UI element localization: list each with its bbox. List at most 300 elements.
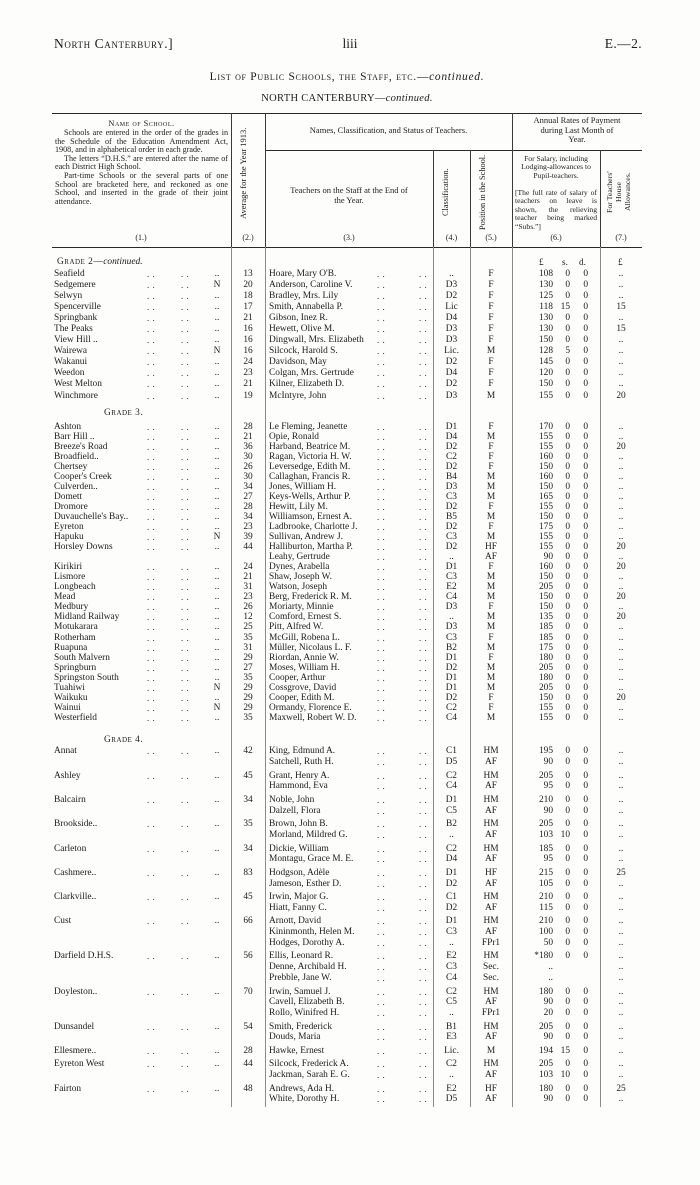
house-allowance-cell: .. — [618, 843, 624, 854]
position-cell: F — [488, 268, 494, 279]
teacher-name: . . Hoare, Mary O'B. — [269, 269, 339, 279]
classification-cell: C5 — [446, 805, 457, 816]
table-row — [0, 592, 700, 602]
salary-pence-cell: 0 — [583, 511, 588, 522]
teacher-name-cell — [269, 997, 433, 1008]
house-allowance-cell: .. — [618, 312, 624, 323]
salary-shillings-cell: 0 — [565, 770, 570, 781]
average-attendance-cell — [231, 962, 265, 973]
average-attendance-cell: 26 — [243, 602, 253, 613]
position-cell: M — [486, 712, 496, 723]
teacher-name-cell — [269, 830, 433, 841]
teacher-name: . . Pitt, Alfred W. — [269, 622, 326, 632]
classification-cell: Lic. — [444, 346, 459, 357]
teacher-name: . . Kilner, Elizabeth D. — [269, 379, 347, 389]
teacher-name-cell — [269, 492, 433, 502]
school-name: . . West Melton — [54, 379, 105, 389]
table-row — [0, 390, 700, 401]
attendance-marker-cell: .. — [214, 542, 220, 553]
table-row — [0, 462, 700, 472]
salary-pence-cell: 0 — [583, 390, 588, 401]
average-attendance-cell: 35 — [243, 672, 253, 683]
section-title-main: NORTH CANTERBURY— — [261, 93, 386, 104]
attendance-marker-cell: .. — [214, 652, 220, 663]
classification-cell: D1 — [445, 421, 458, 432]
column-rule — [512, 113, 513, 247]
attendance-marker-cell — [207, 1032, 227, 1043]
school-name-cell — [54, 819, 210, 830]
house-allowance-cell: .. — [618, 819, 624, 830]
teacher-name-cell — [269, 522, 433, 532]
average-attendance-cell: 18 — [243, 290, 253, 301]
average-attendance-cell: 28 — [243, 421, 253, 432]
salary-shillings-cell: 0 — [565, 562, 570, 573]
table-row — [0, 962, 700, 973]
salary-shillings-cell: 0 — [565, 843, 570, 854]
salary-shillings-cell: 0 — [565, 702, 570, 713]
house-allowance-cell: 20 — [616, 562, 626, 573]
salary-pence-cell: 0 — [583, 368, 588, 379]
school-name-cell — [54, 843, 210, 854]
salary-shillings-cell: 0 — [565, 532, 570, 543]
teacher-name: . . Ragan, Victoria H. W. — [269, 452, 355, 462]
teacher-name-cell — [269, 562, 433, 572]
school-name-cell — [54, 693, 210, 703]
school-name-cell — [54, 878, 210, 889]
salary-shillings-cell: 10 — [560, 830, 570, 841]
salary-pounds-cell: *180 — [534, 951, 553, 962]
salary-shillings-cell: 0 — [565, 682, 570, 693]
school-name-cell — [54, 312, 210, 323]
salary-pence-cell: 0 — [583, 867, 588, 878]
salary-pence-cell: 0 — [583, 937, 588, 948]
school-name-cell — [54, 532, 210, 542]
classification-cell: .. — [449, 1008, 454, 1019]
attendance-marker-cell: .. — [214, 692, 220, 703]
teacher-name: . . Cooper, Edith M. — [269, 693, 337, 703]
school-name: . . Seafield — [54, 269, 88, 279]
salary-pence-cell: 0 — [583, 301, 588, 312]
teacher-name: . . Dalzell, Flora — [269, 806, 324, 816]
house-allowance-cell: .. — [618, 757, 624, 768]
table-row — [0, 572, 700, 582]
attendance-marker-cell: .. — [214, 622, 220, 633]
teacher-name: . . Anderson, Caroline V. — [269, 280, 356, 290]
salary-pounds-cell: 20 — [543, 1008, 553, 1019]
attendance-marker-cell: .. — [214, 521, 220, 532]
salary-pounds-cell: 194 — [538, 1045, 553, 1056]
school-name-cell — [54, 770, 210, 781]
salary-pounds-cell: 128 — [538, 346, 553, 357]
salary-pounds-cell: 180 — [538, 672, 553, 683]
average-attendance-cell — [231, 1032, 265, 1043]
teacher-name-cell — [269, 346, 433, 357]
salary-pounds-cell: 175 — [538, 521, 553, 532]
school-name: . . Horsley Downs — [54, 542, 116, 552]
house-allowance-cell: .. — [618, 1032, 624, 1043]
school-name-cell — [54, 997, 210, 1008]
table-row — [0, 973, 700, 984]
classification-cell: B4 — [446, 471, 457, 482]
salary-pounds-cell: 150 — [538, 592, 553, 603]
teacher-name: . . Dynes, Arabella — [269, 562, 332, 572]
classification-cell: Lic. — [444, 1045, 459, 1056]
position-cell: F — [488, 368, 494, 379]
teacher-name: . . McGill, Robena L. — [269, 633, 343, 643]
house-allowance-cell: .. — [618, 830, 624, 841]
teacher-name-cell — [269, 532, 433, 542]
salary-pounds-cell: 118 — [539, 301, 553, 312]
position-cell: F — [488, 521, 494, 532]
average-attendance-cell: 16 — [243, 324, 253, 335]
table-row — [0, 622, 700, 632]
salary-shillings-cell: 0 — [565, 902, 570, 913]
salary-pence-cell: 0 — [583, 542, 588, 553]
teacher-name-cell — [269, 643, 433, 653]
table-row — [0, 693, 700, 703]
salary-pence-cell: 0 — [583, 1032, 588, 1043]
table-row — [0, 532, 700, 542]
average-attendance-cell: 30 — [243, 471, 253, 482]
teacher-name: . . Silcock, Harold S. — [269, 346, 341, 356]
school-name-cell — [54, 951, 210, 962]
salary-pounds-cell: 150 — [538, 481, 553, 492]
teacher-name-cell — [269, 867, 433, 878]
house-allowance-cell: 20 — [616, 612, 626, 623]
table-row — [0, 335, 700, 346]
attendance-marker-cell: .. — [214, 562, 220, 573]
teacher-name: . . Hewitt, Lily M. — [269, 502, 331, 512]
teacher-name-cell — [269, 805, 433, 816]
salary-pence-cell: 0 — [583, 892, 588, 903]
salary-shillings-cell: 0 — [565, 572, 570, 583]
classification-cell: D1 — [445, 652, 458, 663]
salary-pounds-cell: 155 — [538, 542, 553, 553]
school-name-cell — [54, 582, 210, 592]
average-attendance-cell: 35 — [243, 819, 253, 830]
average-attendance-cell: 24 — [243, 357, 253, 368]
salary-pence-cell: 0 — [583, 652, 588, 663]
salary-pence-cell: 0 — [583, 552, 588, 563]
position-cell: F — [488, 562, 494, 573]
school-name-cell — [54, 1070, 210, 1081]
teacher-name: . . Cooper, Arthur — [269, 673, 328, 683]
column-header-classification: Classification. — [441, 168, 450, 216]
house-allowance-cell: 25 — [616, 1083, 626, 1094]
school-name: . . Clarkville.. — [54, 892, 99, 902]
school-name: . . Motukarara — [54, 622, 101, 632]
table-row — [0, 795, 700, 806]
classification-cell: C2 — [446, 1059, 457, 1070]
column-group-teachers: Names, Classification, and Status of Teachers. — [309, 125, 468, 135]
house-allowance-cell: 20 — [616, 390, 626, 401]
house-allowance-cell: .. — [618, 451, 624, 462]
attendance-marker-cell — [207, 997, 227, 1008]
school-name-cell — [54, 962, 210, 973]
salary-pence-cell: 0 — [583, 854, 588, 865]
position-cell: HM — [483, 951, 499, 962]
salary-shillings-cell: 0 — [565, 819, 570, 830]
position-cell: M — [486, 511, 496, 522]
attendance-marker-cell: .. — [214, 632, 220, 643]
attendance-marker-cell: .. — [214, 461, 220, 472]
house-allowance-cell: .. — [618, 421, 624, 432]
school-name-cell — [54, 432, 210, 442]
classification-cell: D2 — [445, 692, 458, 703]
school-name-cell — [54, 602, 210, 612]
table-row — [0, 492, 700, 502]
salary-pence-cell: 0 — [583, 632, 588, 643]
house-allowance-cell: .. — [618, 770, 624, 781]
salary-shillings-cell: 0 — [565, 867, 570, 878]
salary-pounds-cell: 155 — [538, 702, 553, 713]
house-allowance-cell: .. — [618, 962, 624, 973]
position-cell: HM — [483, 770, 499, 781]
salary-shillings-cell: 0 — [565, 746, 570, 757]
header-mid-rule — [265, 150, 642, 151]
table-row — [0, 279, 700, 290]
average-attendance-cell: 21 — [243, 572, 253, 583]
house-allowance-cell: .. — [618, 1008, 624, 1019]
house-allowance-cell: .. — [618, 521, 624, 532]
school-note: Schools are entered in the order of the grades in the Schedule of the Education Amendment Act, 1908, and in alphabetical order in each grade. — [55, 128, 228, 155]
salary-pence-cell: 0 — [583, 335, 588, 346]
attendance-marker-cell: .. — [214, 843, 220, 854]
school-name: . . Waikuku — [54, 693, 91, 703]
teacher-name-cell — [269, 902, 433, 913]
classification-cell: C1 — [446, 746, 457, 757]
house-allowance-cell: .. — [618, 712, 624, 723]
salary-pounds-cell: 155 — [538, 712, 553, 723]
house-allowance-cell: .. — [618, 642, 624, 653]
teacher-name: . . Dingwall, Mrs. Elizabeth — [269, 335, 367, 345]
salary-pounds-cell: .. — [548, 973, 553, 984]
classification-cell: E2 — [446, 582, 457, 593]
school-name-cell — [54, 746, 210, 757]
classification-cell: D2 — [445, 461, 458, 472]
school-name-cell — [54, 462, 210, 472]
table-row — [0, 927, 700, 938]
table-row — [0, 346, 700, 357]
salary-shillings-cell: 0 — [565, 1083, 570, 1094]
teacher-name-cell — [269, 962, 433, 973]
school-name: . . Duvauchelle's Bay.. — [54, 512, 131, 522]
classification-cell: D2 — [445, 878, 458, 889]
salary-pence-cell: 0 — [583, 562, 588, 573]
salary-pence-cell: 0 — [583, 902, 588, 913]
salary-pounds-cell: 155 — [538, 431, 553, 442]
position-cell: F — [488, 312, 494, 323]
average-attendance-cell: 42 — [243, 746, 253, 757]
salary-pounds-cell: 155 — [538, 390, 553, 401]
position-cell: HM — [483, 1059, 499, 1070]
average-attendance-cell: 39 — [243, 532, 253, 543]
teacher-name-cell — [269, 432, 433, 442]
salary-pounds-cell: 160 — [538, 471, 553, 482]
classification-cell: D1 — [445, 562, 458, 573]
average-attendance-cell — [231, 938, 265, 949]
teacher-name: . . Williamson, Ernest A. — [269, 512, 355, 522]
teacher-name-cell — [269, 927, 433, 938]
salary-shillings-cell: 0 — [565, 672, 570, 683]
average-attendance-cell: 29 — [243, 652, 253, 663]
school-name: . . Sedgemere — [54, 280, 99, 290]
house-allowance-cell: .. — [618, 481, 624, 492]
average-attendance-cell: 24 — [243, 562, 253, 573]
salary-pence-cell: 0 — [583, 757, 588, 768]
salary-pounds-cell: 170 — [538, 421, 553, 432]
table-row — [0, 452, 700, 462]
table-row — [0, 442, 700, 452]
attendance-marker-cell: .. — [214, 1021, 220, 1032]
table-row — [0, 472, 700, 482]
attendance-marker-cell: .. — [214, 290, 220, 301]
school-name: . . Westerfield — [54, 713, 100, 723]
position-cell: F — [488, 421, 494, 432]
house-allowance-cell: 20 — [616, 692, 626, 703]
school-name-cell — [54, 973, 210, 984]
classification-cell: D2 — [445, 542, 458, 553]
salary-shillings-cell: 0 — [565, 1021, 570, 1032]
grade-rows — [0, 422, 700, 723]
school-name: . . Hapuku — [54, 532, 87, 542]
average-attendance-cell — [231, 902, 265, 913]
house-allowance-cell: .. — [618, 379, 624, 390]
running-head-right: E.—2. — [604, 36, 642, 51]
teacher-name-cell — [269, 390, 433, 401]
salary-shillings-cell: 0 — [565, 951, 570, 962]
house-allowance-cell: 20 — [616, 441, 626, 452]
house-allowance-cell: .. — [618, 491, 624, 502]
teacher-name: . . Jameson, Esther D. — [269, 879, 344, 889]
salary-pounds-cell: 150 — [538, 602, 553, 613]
position-cell: AF — [485, 781, 497, 792]
salary-pounds-cell: 145 — [538, 357, 553, 368]
teacher-name: . . Hammond, Eva — [269, 781, 331, 791]
position-cell: M — [486, 572, 496, 583]
salary-pounds-cell: 185 — [538, 622, 553, 633]
table-row — [0, 268, 700, 279]
teacher-name: . . Moses, William H. — [269, 663, 343, 673]
position-cell: M — [486, 471, 496, 482]
house-allowance-cell: .. — [618, 805, 624, 816]
average-attendance-cell: 44 — [243, 1059, 253, 1070]
teacher-name: . . Irwin, Samuel J. — [269, 987, 333, 997]
classification-cell: D2 — [445, 290, 458, 301]
position-cell: M — [486, 622, 496, 633]
house-allowance-cell: 15 — [616, 301, 626, 312]
house-allowance-cell: .. — [618, 927, 624, 938]
classification-cell: D2 — [445, 662, 458, 673]
average-attendance-cell: 21 — [243, 431, 253, 442]
classification-cell: D4 — [445, 431, 458, 442]
average-attendance-cell: 16 — [243, 346, 253, 357]
house-allowance-cell: .. — [618, 746, 624, 757]
salary-shillings-cell: 0 — [565, 986, 570, 997]
teacher-name-cell — [269, 502, 433, 512]
teacher-name: . . Smith, Frederick — [269, 1022, 335, 1032]
position-cell: AF — [485, 805, 497, 816]
school-name: . . Cashmere.. — [54, 868, 99, 878]
house-allowance-cell: .. — [618, 951, 624, 962]
average-attendance-cell — [231, 878, 265, 889]
school-name-cell — [54, 422, 210, 432]
classification-cell: .. — [449, 1070, 454, 1081]
teacher-name: . . Bradley, Mrs. Lily — [269, 291, 341, 301]
teacher-name: . . Sullivan, Andrew J. — [269, 532, 346, 542]
position-cell: AF — [485, 757, 497, 768]
school-name: . . Wairewa — [54, 346, 90, 356]
teacher-name-cell — [269, 379, 433, 390]
school-name-cell — [54, 938, 210, 949]
school-name-cell — [54, 562, 210, 572]
school-name-cell — [54, 1045, 210, 1056]
school-name: . . Ashton — [54, 422, 84, 432]
attendance-marker-cell: .. — [214, 746, 220, 757]
salary-pounds-cell: 105 — [538, 878, 553, 889]
salary-pence-cell: 0 — [583, 642, 588, 653]
position-cell: HM — [483, 843, 499, 854]
salary-pence-cell: 0 — [583, 794, 588, 805]
table-row — [0, 301, 700, 312]
table-row — [0, 746, 700, 757]
teacher-name: . . Arnott, David — [269, 916, 324, 926]
teacher-name-cell — [269, 795, 433, 806]
school-name: . . Mead — [54, 592, 78, 602]
position-cell: F — [488, 632, 494, 643]
position-cell: M — [486, 582, 496, 593]
teacher-name-cell — [269, 582, 433, 592]
teacher-name-cell — [269, 986, 433, 997]
school-name-cell — [54, 916, 210, 927]
salary-pence-cell: 0 — [583, 379, 588, 390]
school-name: . . Ruapuna — [54, 643, 90, 653]
average-attendance-cell: 34 — [243, 511, 253, 522]
grade-heading-continued: continued. — [103, 257, 143, 267]
salary-shillings-cell: 0 — [565, 632, 570, 643]
house-allowance-cell: .. — [618, 662, 624, 673]
column-header-school-notes — [55, 129, 228, 206]
position-cell: F — [488, 652, 494, 663]
salary-shillings-cell: 0 — [565, 501, 570, 512]
table-row — [0, 916, 700, 927]
table-row — [0, 422, 700, 432]
average-attendance-cell: 45 — [243, 892, 253, 903]
position-cell: F — [488, 602, 494, 613]
position-cell: F — [488, 441, 494, 452]
attendance-marker-cell: .. — [214, 471, 220, 482]
salary-pounds-cell: 155 — [538, 501, 553, 512]
house-allowance-cell: .. — [618, 532, 624, 543]
classification-cell: D5 — [445, 1094, 458, 1105]
classification-cell: C5 — [446, 997, 457, 1008]
school-name-cell — [54, 290, 210, 301]
salary-pence-cell: 0 — [583, 1070, 588, 1081]
teacher-name-cell — [269, 973, 433, 984]
school-name-cell — [54, 301, 210, 312]
school-name-cell — [54, 867, 210, 878]
attendance-marker-cell: .. — [214, 1059, 220, 1070]
salary-shillings-cell: 0 — [565, 290, 570, 301]
house-allowance-cell: .. — [618, 997, 624, 1008]
column-rule — [231, 113, 232, 247]
school-name: . . Balcairn — [54, 795, 89, 805]
salary-pence-cell: 0 — [583, 481, 588, 492]
teacher-name-cell — [269, 472, 433, 482]
teacher-name: . . Douds, Maria — [269, 1032, 324, 1042]
attendance-marker-cell: .. — [214, 301, 220, 312]
salary-shillings-cell: 0 — [565, 268, 570, 279]
